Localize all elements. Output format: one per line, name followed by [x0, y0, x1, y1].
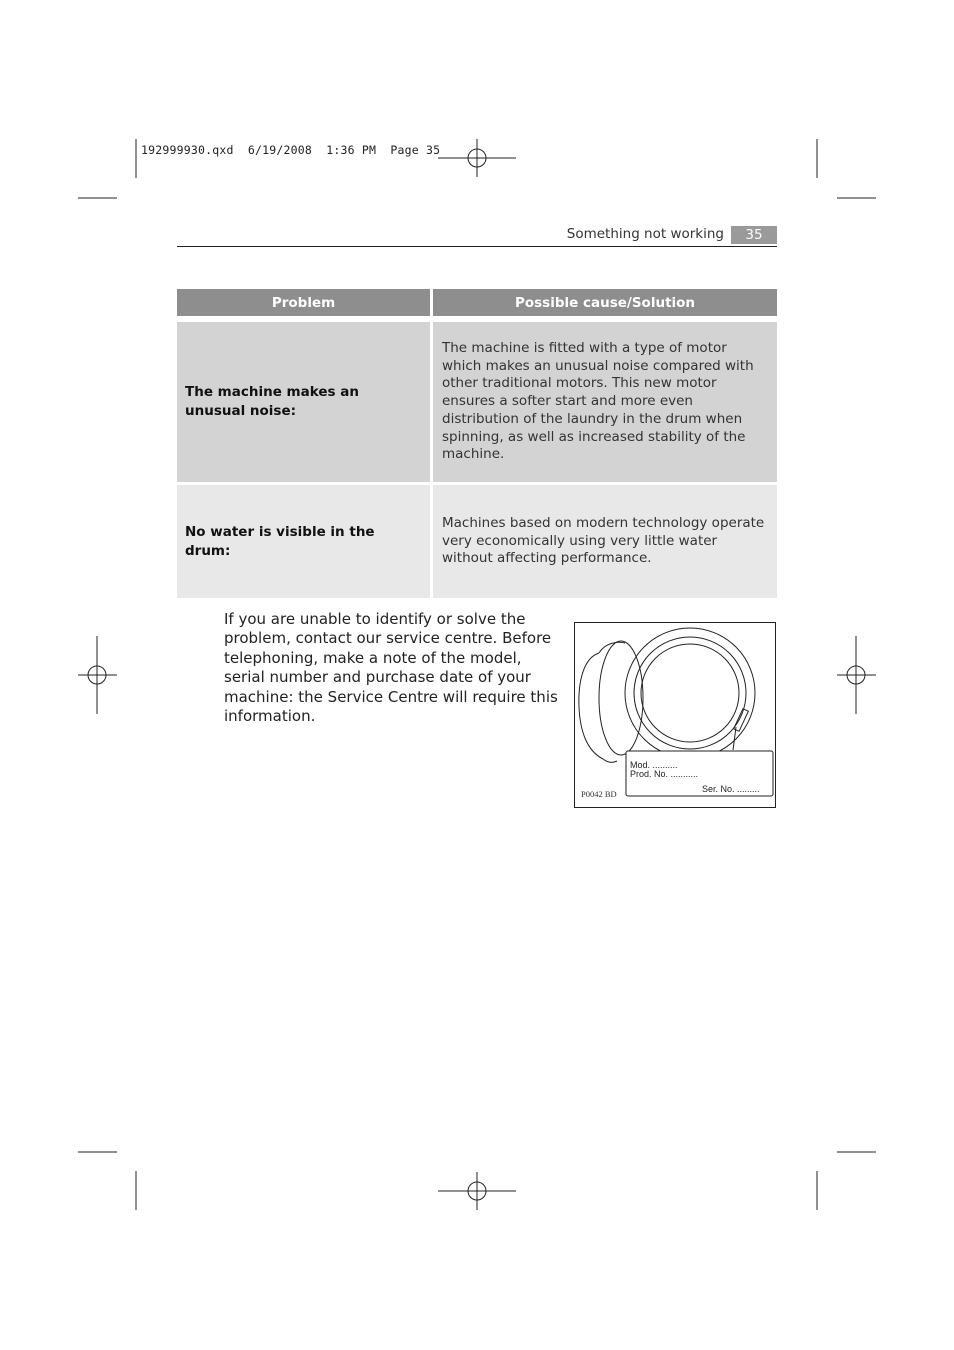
table-row-2-problem: No water is visible in the drum: [177, 485, 430, 598]
plate-serial-label: Ser. No. ......... [702, 784, 760, 794]
table-header-solution: Possible cause/Solution [433, 289, 777, 316]
plate-prod-label: Prod. No. ........... [630, 769, 699, 779]
rating-plate-illustration [574, 622, 776, 808]
table-row-1-problem: The machine makes an unusual noise: [177, 322, 430, 482]
washing-machine-door-drawing [575, 623, 775, 807]
table-row-2-solution: Machines based on modern technology operate very economically using very little water without affecting performance. [433, 485, 777, 598]
header-rule [177, 246, 777, 247]
table-header-problem: Problem [177, 289, 430, 316]
table-row-1-solution: The machine is fitted with a type of motor which makes an unusual noise compared with other traditional motors. This new motor ensures a softer start and more even distribution of the laundry in the drum when spinning, as well as increased stability of the machine. [433, 322, 777, 482]
service-centre-paragraph: If you are unable to identify or solve the problem, contact our service centre. Before telephoning, make a note of the model, serial number and purchase date of your machine: the Service Centre will require this information. [224, 610, 558, 726]
section-title: Something not working [566, 226, 724, 242]
figure-code: P0042 BD [581, 789, 617, 799]
print-slug: 192999930.qxd 6/19/2008 1:36 PM Page 35 [141, 143, 441, 157]
plate-model-label: Mod. .......... [630, 760, 678, 770]
page-number: 35 [731, 226, 777, 244]
